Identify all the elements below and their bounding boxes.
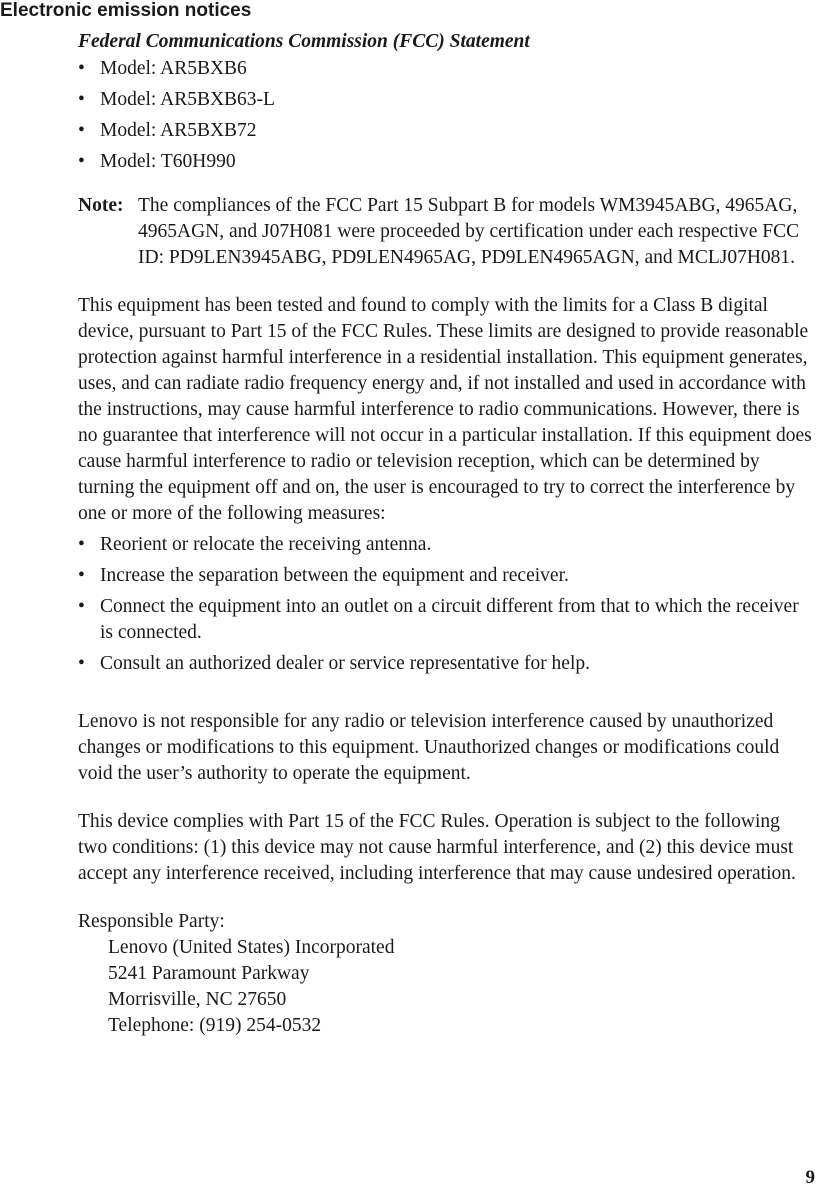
- model-text: Model: T60H990: [100, 151, 236, 172]
- model-text: Model: AR5BXB63-L: [100, 89, 275, 110]
- document-body: [78, 29, 813, 1039]
- fcc-statement-title: Federal Communications Commission (FCC) Statement: [78, 31, 530, 52]
- measure-text: Consult an authorized dealer or service representative for help.: [100, 653, 591, 674]
- measure-text: Connect the equipment into an outlet on a circuit different from that to which the receiver is connected.: [100, 596, 799, 643]
- address-line: 5241 Paramount Parkway: [108, 963, 310, 984]
- list-item: [78, 651, 813, 677]
- bullet-icon: •: [78, 120, 85, 141]
- list-item: [78, 594, 813, 646]
- bullet-icon: •: [78, 596, 85, 617]
- lenovo-responsibility-paragraph: Lenovo is not responsible for any radio or television interference caused by unauthorized changes or modifications to this equipment. Unauthorized changes or modifications could void the user’s authority to operate the equipment.: [78, 711, 780, 784]
- bullet-icon: •: [78, 58, 85, 79]
- measure-text: Increase the separation between the equipment and receiver.: [100, 565, 569, 586]
- page-number: 9: [805, 1167, 815, 1188]
- note-text: The compliances of the FCC Part 15 Subpart B for models WM3945ABG, 4965AG, 4965AGN, and J07H081 were proceeded by certification under each respective FCC ID: PD9LEN3945ABG, PD9LEN4965AG, PD9LEN4965AGN, and MCLJ07H081.: [138, 195, 800, 268]
- bullet-icon: •: [78, 534, 85, 555]
- list-item: [78, 532, 813, 558]
- list-item: [78, 56, 813, 82]
- list-item: [78, 118, 813, 144]
- responsible-party-label: Responsible Party:: [78, 911, 225, 932]
- list-item: [78, 563, 813, 589]
- telephone-line: Telephone: (919) 254-0532: [108, 1015, 322, 1036]
- note-block: [78, 193, 813, 271]
- section-heading: Electronic emission notices: [0, 0, 252, 21]
- measures-list: [78, 532, 813, 677]
- list-item: [78, 87, 813, 113]
- bullet-icon: •: [78, 151, 85, 172]
- list-item: [78, 149, 813, 175]
- note-label: Note:: [78, 195, 124, 216]
- address-line: Lenovo (United States) Incorporated: [108, 937, 395, 958]
- bullet-icon: •: [78, 89, 85, 110]
- responsible-party-block: [78, 909, 813, 1039]
- bullet-icon: •: [78, 565, 85, 586]
- part15-compliance-paragraph: This device complies with Part 15 of the FCC Rules. Operation is subject to the following two conditions: (1) this device may not cause harmful interference, and (2) this device must accept any interference received, including interference that may cause undesired operation.: [78, 811, 796, 884]
- bullet-icon: •: [78, 653, 85, 674]
- measure-text: Reorient or relocate the receiving antenna.: [100, 534, 432, 555]
- class-b-paragraph: This equipment has been tested and found to comply with the limits for a Class B digital device, pursuant to Part 15 of the FCC Rules. These limits are designed to provide reasonable protection against harmful interference in a residential installation. This equipment generates, uses, and can radiate radio frequency energy and, if not installed and used in accordance with the instructions, may cause harmful interference to radio communications. However, there is no guarantee that interference will not occur in a particular installation. If this equipment does cause harmful interference to radio or television reception, which can be determined by turning the equipment off and on, the user is encouraged to try to correct the interference by one or more of the following measures:: [78, 295, 812, 524]
- address-line: Morrisville, NC 27650: [108, 989, 287, 1010]
- model-text: Model: AR5BXB72: [100, 120, 257, 141]
- address-block: [78, 935, 813, 1039]
- model-list: [78, 56, 813, 175]
- model-text: Model: AR5BXB6: [100, 58, 247, 79]
